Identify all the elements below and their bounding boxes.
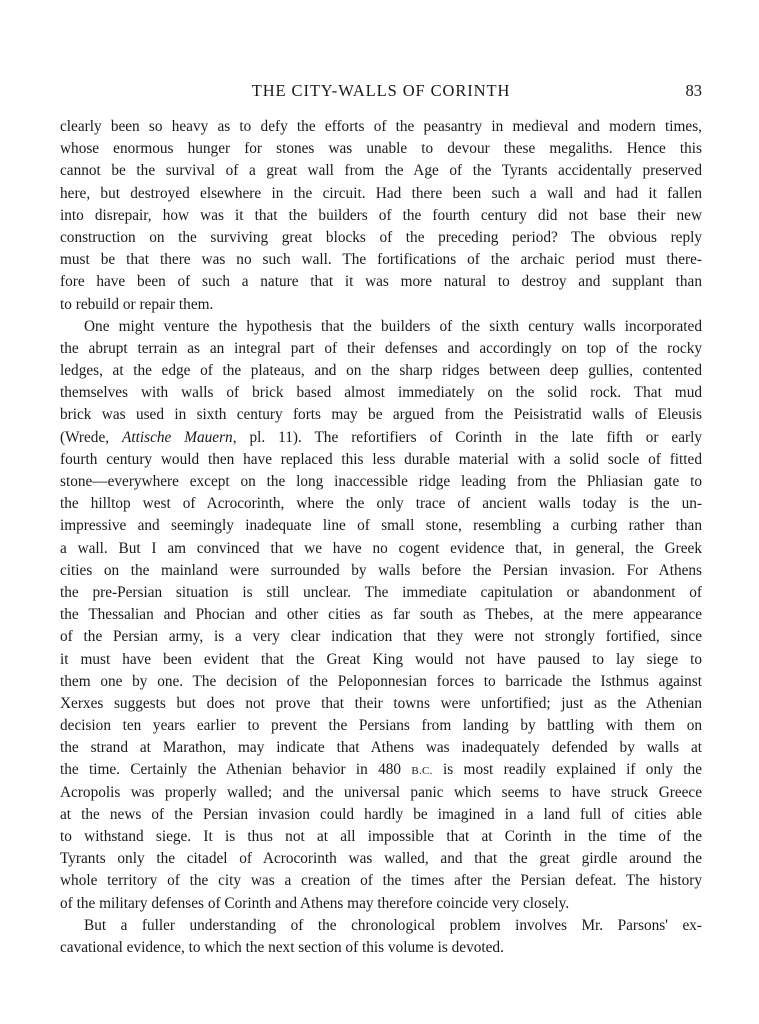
text-line: the Thessalian and Phocian and other cities as far south as Thebes, at the mere appearance [60, 606, 702, 624]
text-line: of the military defenses of Corinth and Athens may therefore coincide very closely. [60, 894, 570, 912]
text-line: themselves with walls of brick based almost immediately on the solid rock. That mud [60, 384, 702, 402]
text-line: must be that there was no such wall. The fortifications of the archaic period must there- [60, 251, 702, 269]
paragraph [60, 116, 702, 316]
running-title: THE CITY-WALLS OF CORINTH [251, 81, 511, 100]
text-line: One might venture the hypothesis that the builders of the sixth century walls incorporated [84, 317, 702, 335]
paragraph [60, 915, 702, 959]
text-line: to withstand siege. It is thus not at all impossible that at Corinth in the time of the [60, 828, 702, 845]
paragraph [60, 316, 702, 915]
text-line: brick was used in sixth century forts may be argued from the Peisistratid walls of Eleusis [60, 406, 702, 424]
text-line: clearly been so heavy as to defy the efforts of the peasantry in medieval and modern times, [60, 118, 702, 135]
text-line: it must have been evident that the Great King would not have paused to lay siege to [60, 650, 702, 668]
text-line: the hilltop west of Acrocorinth, where the only trace of ancient walls today is the un- [60, 495, 702, 513]
text-line: a wall. But I am convinced that we have no cogent evidence that, in general, the Greek [60, 539, 702, 557]
body-text [60, 116, 702, 959]
running-head [60, 81, 702, 103]
text-line: the abrupt terrain as an integral part of their defenses and accordingly on top of the rocky [60, 339, 702, 357]
text-line: the pre-Persian situation is still unclear. The immediate capitulation or abandonment of [60, 583, 702, 601]
text-line: But a fuller understanding of the chronological problem involves Mr. Parsons' ex- [84, 916, 702, 934]
text-line: stone—everywhere except on the long inaccessible ridge leading from the Phliasian gate to [60, 473, 702, 490]
text-line: cavational evidence, to which the next section of this volume is devoted. [60, 938, 504, 956]
text-line: Xerxes suggests but does not prove that their towns were unfortified; just as the Athenian [60, 694, 702, 712]
text-line: whose enormous hunger for stones was unable to devour these megaliths. Hence this [60, 140, 702, 158]
text-line: into disrepair, how was it that the builders of the fourth century did not base their new [60, 206, 702, 224]
text-line: to rebuild or repair them. [60, 295, 214, 313]
page-number: 83 [685, 81, 702, 100]
text-line: fourth century would then have replaced this less durable material with a solid socle of fitted [60, 450, 702, 468]
text-line: decision ten years earlier to prevent the Persians from landing by battling with them on [60, 717, 702, 735]
text-line: cannot be the survival of a great wall from the Age of the Tyrants accidentally preserved [60, 162, 702, 180]
text-line: at the news of the Persian invasion could hardly be imagined in a land full of cities able [60, 805, 702, 823]
text-line: impressive and seemingly inadequate line of small stone, resembling a curbing rather than [60, 517, 702, 535]
text-line: cities on the mainland were surrounded by walls before the Persian invasion. For Athens [60, 561, 702, 579]
text-line: here, but destroyed elsewhere in the circuit. Had there been such a wall and had it fallen [60, 184, 702, 202]
text-line: fore have been of such a nature that it was more natural to destroy and supplant than [60, 273, 702, 291]
text-line: construction on the surviving great blocks of the preceding period? The obvious reply [60, 228, 702, 246]
text-line: of the Persian army, is a very clear indication that they were not strongly fortified, since [60, 628, 702, 646]
text-line: whole territory of the city was a creation of the times after the Persian defeat. The history [60, 872, 702, 890]
small-caps-era: B.C. [411, 765, 433, 778]
text-line: the strand at Marathon, may indicate that Athens was inadequately defended by walls at [60, 739, 702, 757]
text-line: Acropolis was properly walled; and the universal panic which seems to have struck Greece [60, 783, 702, 801]
italic-title: Attische Mauern [122, 428, 233, 446]
text-line: (Wrede, Attische Mauern, pl. 11). The refortifiers of Corinth in the late fifth or early [60, 428, 703, 446]
text-line: ledges, at the edge of the plateaus, and on the sharp ridges between deep gullies, contented [60, 362, 702, 380]
text-line: Tyrants only the citadel of Acrocorinth was walled, and that the great girdle around the [60, 850, 702, 868]
text-line: them one by one. The decision of the Peloponnesian forces to barricade the Isthmus against [60, 672, 702, 690]
text-line: the time. Certainly the Athenian behavior in 480 B.C. is most readily explained if only the [60, 761, 702, 779]
